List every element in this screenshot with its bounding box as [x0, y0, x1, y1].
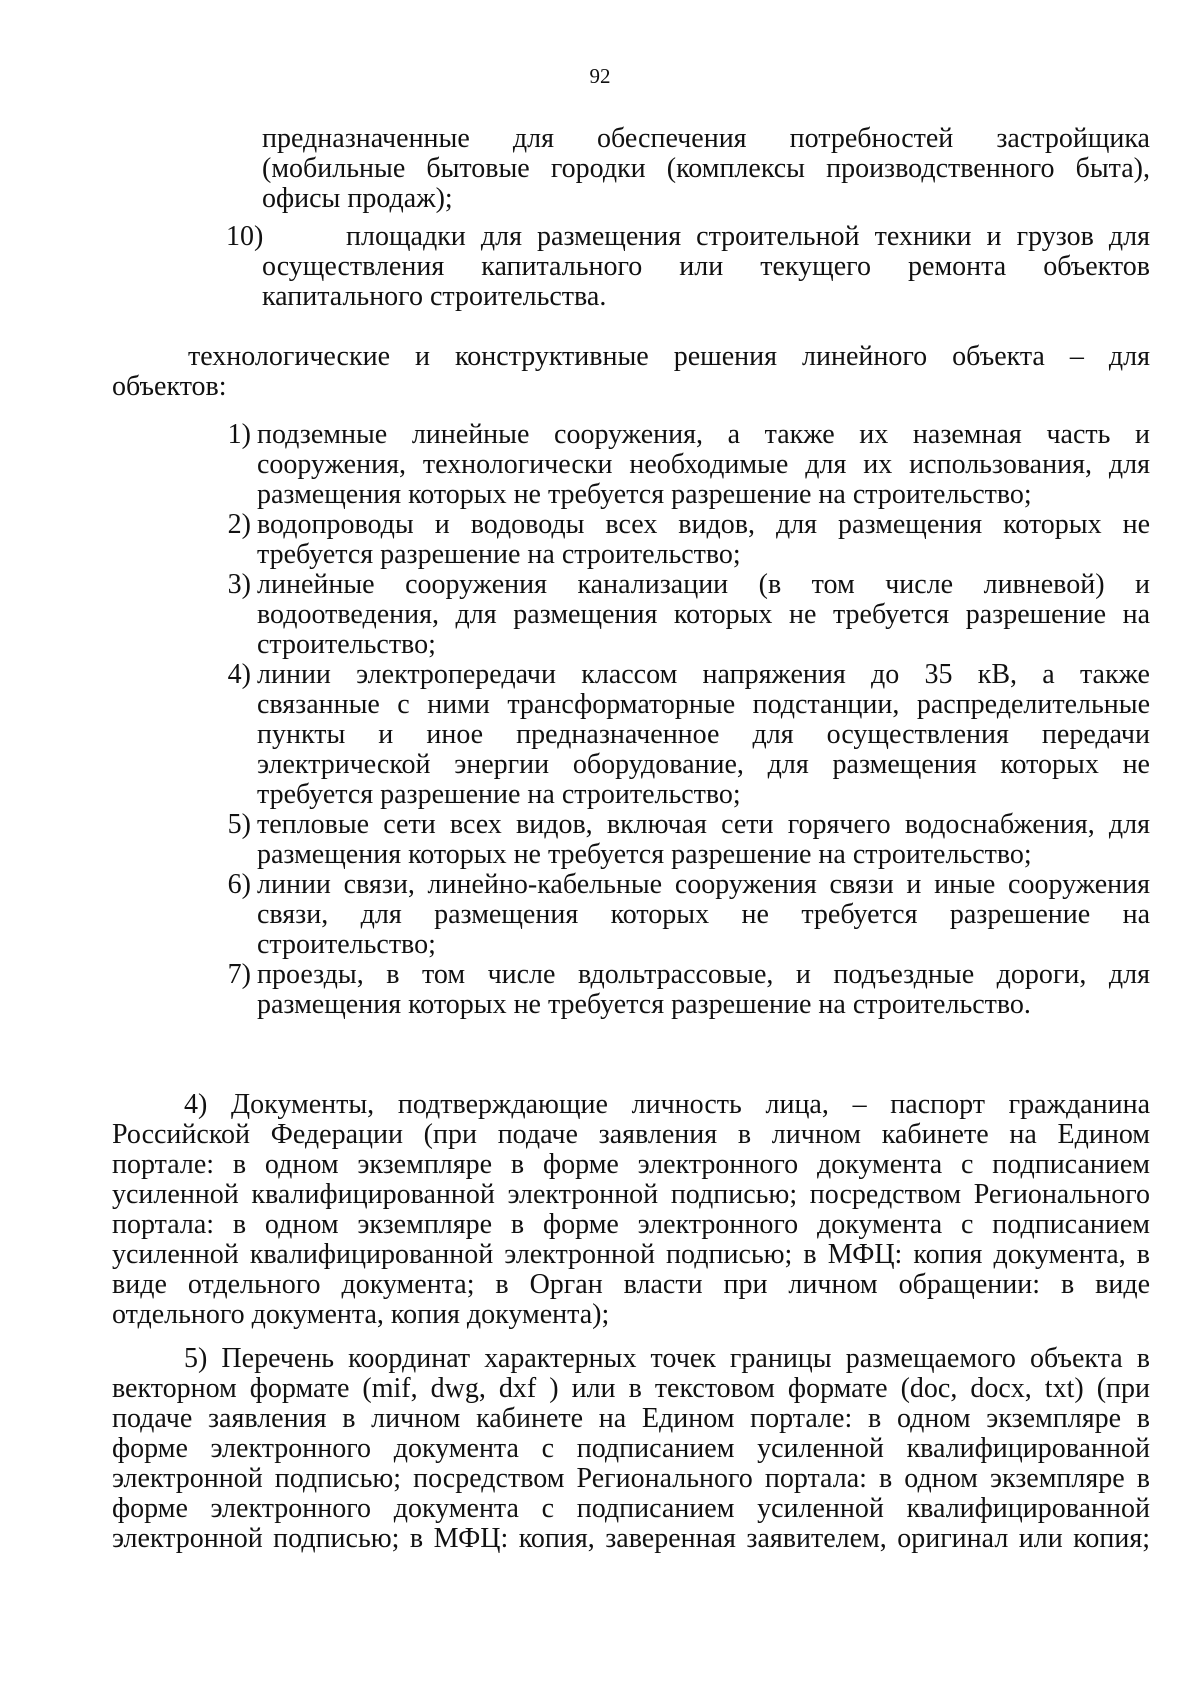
text-line: линии электропередачи классом напряжения до 35 кВ, а также	[257, 659, 1150, 690]
text-line: векторном формате (mif, dwg, dxf ) или в текстовом формате (doc, docx, txt) (при	[112, 1373, 1150, 1404]
list-item-9-continuation	[262, 124, 1150, 214]
text-line: усиленной квалифицированной электронной подписью; в МФЦ: копия документа, в	[112, 1239, 1150, 1270]
text-line: пункты и иное предназначенное для осуществления передачи	[257, 719, 1150, 750]
list-item-number: 3)	[227, 569, 251, 600]
list-item-number: 4)	[227, 659, 251, 690]
text-line: офисы продаж);	[262, 183, 453, 214]
text-line: линии связи, линейно-кабельные сооружения связи и иные сооружения	[257, 869, 1150, 900]
objects-list	[190, 420, 1150, 1020]
text-line: электронной подписью; в МФЦ: копия, заверенная заявителем, оригинал или копия;	[112, 1523, 1150, 1554]
tech-solutions-intro	[112, 342, 1150, 402]
text-line: осуществления капитального или текущего ремонта объектов	[262, 251, 1150, 282]
text-line: размещения которых не требуется разрешение на строительство;	[257, 839, 1032, 870]
text-line: сооружения, технологически необходимые для их использования, для	[257, 449, 1150, 480]
text-line: портале: в одном экземпляре в форме электронного документа с подписанием	[112, 1149, 1150, 1180]
text-line: (мобильные бытовые городки (комплексы производственного быта),	[262, 153, 1150, 184]
text-line: Российской Федерации (при подаче заявления в личном кабинете на Едином	[112, 1119, 1150, 1150]
page-number: 92	[589, 64, 611, 88]
text-line: форме электронного документа с подписанием усиленной квалифицированной	[112, 1493, 1150, 1524]
text-line: 4) Документы, подтверждающие личность лица, – паспорт гражданина	[184, 1089, 1150, 1120]
list-item-number: 10)	[226, 221, 264, 252]
text-line: строительство;	[257, 929, 436, 960]
text-line: подаче заявления в личном кабинете на Едином портале: в одном экземпляре в	[112, 1403, 1150, 1434]
text-line: линейные сооружения канализации (в том числе ливневой) и	[257, 569, 1150, 600]
list-item	[190, 510, 1150, 570]
list-item	[190, 660, 1150, 810]
list-item	[190, 810, 1150, 870]
text-line: связанные с ними трансформаторные подстанции, распределительные	[257, 689, 1150, 720]
list-item	[190, 960, 1150, 1020]
list-item-number: 7)	[227, 959, 251, 990]
list-item-number: 2)	[227, 509, 251, 540]
text-line: площадки для размещения строительной техники и грузов для	[346, 221, 1150, 252]
list-item-number: 1)	[227, 419, 251, 450]
list-item-10	[190, 222, 1150, 312]
text-line: строительство;	[257, 629, 436, 660]
text-line: предназначенные для обеспечения потребностей застройщика	[262, 123, 1150, 154]
text-line: объектов:	[112, 371, 227, 402]
text-line: капитального строительства.	[262, 281, 607, 312]
list-item	[190, 870, 1150, 960]
list-item	[190, 570, 1150, 660]
text-line: 5) Перечень координат характерных точек границы размещаемого объекта в	[184, 1343, 1150, 1374]
text-line: технологические и конструктивные решения линейного объекта – для	[188, 341, 1150, 372]
text-line: тепловые сети всех видов, включая сети горячего водоснабжения, для	[257, 809, 1150, 840]
text-line: требуется разрешение на строительство;	[257, 779, 741, 810]
text-line: размещения которых не требуется разрешение на строительство.	[257, 989, 1031, 1020]
text-line: отдельного документа, копия документа);	[112, 1299, 610, 1330]
text-line: электрической энергии оборудование, для размещения которых не	[257, 749, 1150, 780]
text-line: усиленной квалифицированной электронной подписью; посредством Регионального	[112, 1179, 1150, 1210]
text-line: форме электронного документа с подписанием усиленной квалифицированной	[112, 1433, 1150, 1464]
paragraph-coordinates-list	[112, 1344, 1150, 1554]
list-item-number: 6)	[227, 869, 251, 900]
text-line: виде отдельного документа; в Орган власти при личном обращении: в виде	[112, 1269, 1150, 1300]
text-line: размещения которых не требуется разрешение на строительство;	[257, 479, 1032, 510]
paragraph-identity-documents	[112, 1090, 1150, 1330]
text-line: портала: в одном экземпляре в форме электронного документа с подписанием	[112, 1209, 1150, 1240]
text-line: проезды, в том числе вдольтрассовые, и подъездные дороги, для	[257, 959, 1150, 990]
text-line: электронной подписью; посредством Регионального портала: в одном экземпляре в	[112, 1463, 1150, 1494]
text-line: подземные линейные сооружения, а также их наземная часть и	[257, 419, 1150, 450]
text-line: водоотведения, для размещения которых не требуется разрешение на	[257, 599, 1150, 630]
text-line: требуется разрешение на строительство;	[257, 539, 741, 570]
list-item	[190, 420, 1150, 510]
text-line: водопроводы и водоводы всех видов, для размещения которых не	[257, 509, 1150, 540]
text-line: связи, для размещения которых не требуется разрешение на	[257, 899, 1150, 930]
list-item-number: 5)	[227, 809, 251, 840]
